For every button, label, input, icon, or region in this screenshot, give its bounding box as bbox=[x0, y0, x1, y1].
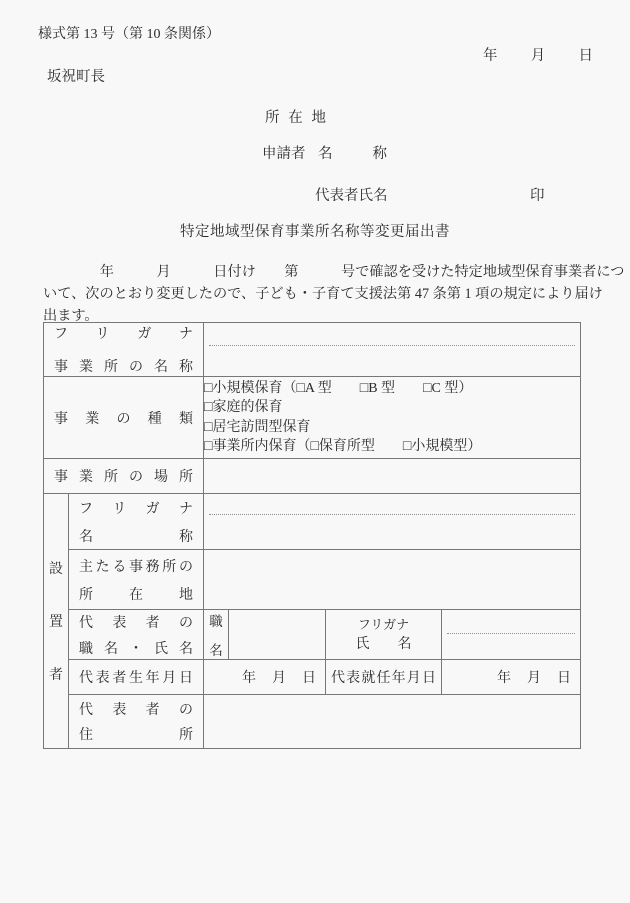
rep-name-input-cell[interactable] bbox=[442, 610, 581, 660]
body-paragraph bbox=[43, 261, 628, 327]
checkbox-option-home-visit[interactable]: □居宅訪問型保育 bbox=[204, 419, 311, 435]
checkbox-option-small-scale[interactable]: □小規模保育（□A 型 □B 型 □C 型） bbox=[204, 380, 473, 396]
job-title-input-cell[interactable] bbox=[229, 610, 326, 660]
dotted-guide-line bbox=[209, 514, 575, 515]
head-office-label-line1: 主 た る 事 務 所 の bbox=[79, 559, 193, 575]
representative-name-label: 代表者氏名 bbox=[315, 188, 388, 204]
applicant-label: 申請者 bbox=[262, 146, 306, 162]
founder-furigana-label: フ リ ガ ナ bbox=[79, 501, 193, 517]
paragraph-line: 出ます。 bbox=[43, 308, 99, 324]
office-name-label-cell bbox=[44, 323, 204, 377]
office-name-input-cell[interactable] bbox=[204, 323, 581, 377]
checkbox-option-onsite[interactable]: □事業所内保育（□保育所型 □小規模型） bbox=[204, 439, 482, 454]
head-office-input-cell[interactable] bbox=[204, 550, 581, 610]
rep-address-input-cell[interactable] bbox=[204, 695, 581, 749]
founder-name-input-cell[interactable] bbox=[204, 494, 581, 550]
rep-address-label-line1: 代 表 者 の bbox=[79, 703, 193, 718]
founder-section-label-cell bbox=[44, 494, 69, 749]
rep-appointed-label: 代 表 就 任 年 月 日 bbox=[331, 671, 436, 686]
rep-address-label-cell bbox=[69, 695, 204, 749]
job-title-col-label: 職 名 bbox=[209, 614, 223, 658]
form-number: 様式第 13 号（第 10 条関係） bbox=[38, 27, 220, 42]
applicant-name-label: 名 称 bbox=[318, 146, 387, 162]
form-table bbox=[43, 322, 581, 749]
rep-birth-label: 代 表 者 生 年 月 日 bbox=[79, 671, 193, 686]
addressee: 坂祝町長 bbox=[47, 69, 105, 85]
rep-name-furigana-label: フリガナ bbox=[357, 616, 410, 632]
office-location-input-cell[interactable] bbox=[204, 459, 581, 494]
rep-appointed-date-cell[interactable]: 年 月 日 bbox=[442, 660, 581, 695]
job-title-col-label-cell bbox=[204, 610, 229, 660]
business-type-options-cell bbox=[204, 377, 581, 459]
founder-name-label: 名 称 bbox=[79, 529, 193, 545]
date-field[interactable]: 年 月 日 bbox=[483, 48, 593, 64]
seal-mark-label: 印 bbox=[530, 188, 545, 204]
rep-title-name-label-cell bbox=[69, 610, 204, 660]
furigana-label: フ リ ガ ナ bbox=[54, 327, 193, 342]
founder-section-label: 設 置 者 bbox=[49, 562, 63, 683]
dotted-guide-line bbox=[209, 345, 575, 346]
checkbox-option-home[interactable]: □家庭的保育 bbox=[204, 400, 283, 415]
rep-birth-label-cell bbox=[69, 660, 204, 695]
head-office-label-cell bbox=[69, 550, 204, 610]
rep-address-label-line2: 住 所 bbox=[79, 728, 193, 743]
dotted-guide-line bbox=[447, 633, 575, 634]
business-type-label: 事 業 の 種 類 bbox=[54, 411, 193, 427]
founder-name-label-cell bbox=[69, 494, 204, 550]
office-location-label-cell bbox=[44, 459, 204, 494]
paragraph-line: 年 月 日付け 第 号で確認を受けた特定地域型保育事業者につ bbox=[43, 264, 625, 280]
rep-title-name-label-line2: 職 名 ・ 氏 名 bbox=[79, 641, 193, 657]
business-type-label-cell bbox=[44, 377, 204, 459]
applicant-address-label: 所 在 地 bbox=[265, 110, 326, 126]
rep-birth-date-cell[interactable]: 年 月 日 bbox=[204, 660, 326, 695]
office-name-label: 事 業 所 の 名 称 bbox=[54, 360, 193, 375]
office-location-label: 事 業 所 の 場 所 bbox=[54, 470, 193, 485]
rep-appointed-label-cell bbox=[326, 660, 442, 695]
rep-title-name-label-line1: 代 表 者 の bbox=[79, 615, 193, 631]
rep-name-label: 氏 名 bbox=[355, 636, 412, 652]
rep-name-col-label-cell bbox=[326, 610, 442, 660]
head-office-label-line2: 所 在 地 bbox=[79, 587, 193, 603]
paragraph-line: いて、次のとおり変更したので、子ども・子育て支援法第 47 条第 1 項の規定により届け bbox=[43, 286, 603, 302]
document-title: 特定地域型保育事業所名称等変更届出書 bbox=[180, 224, 450, 240]
